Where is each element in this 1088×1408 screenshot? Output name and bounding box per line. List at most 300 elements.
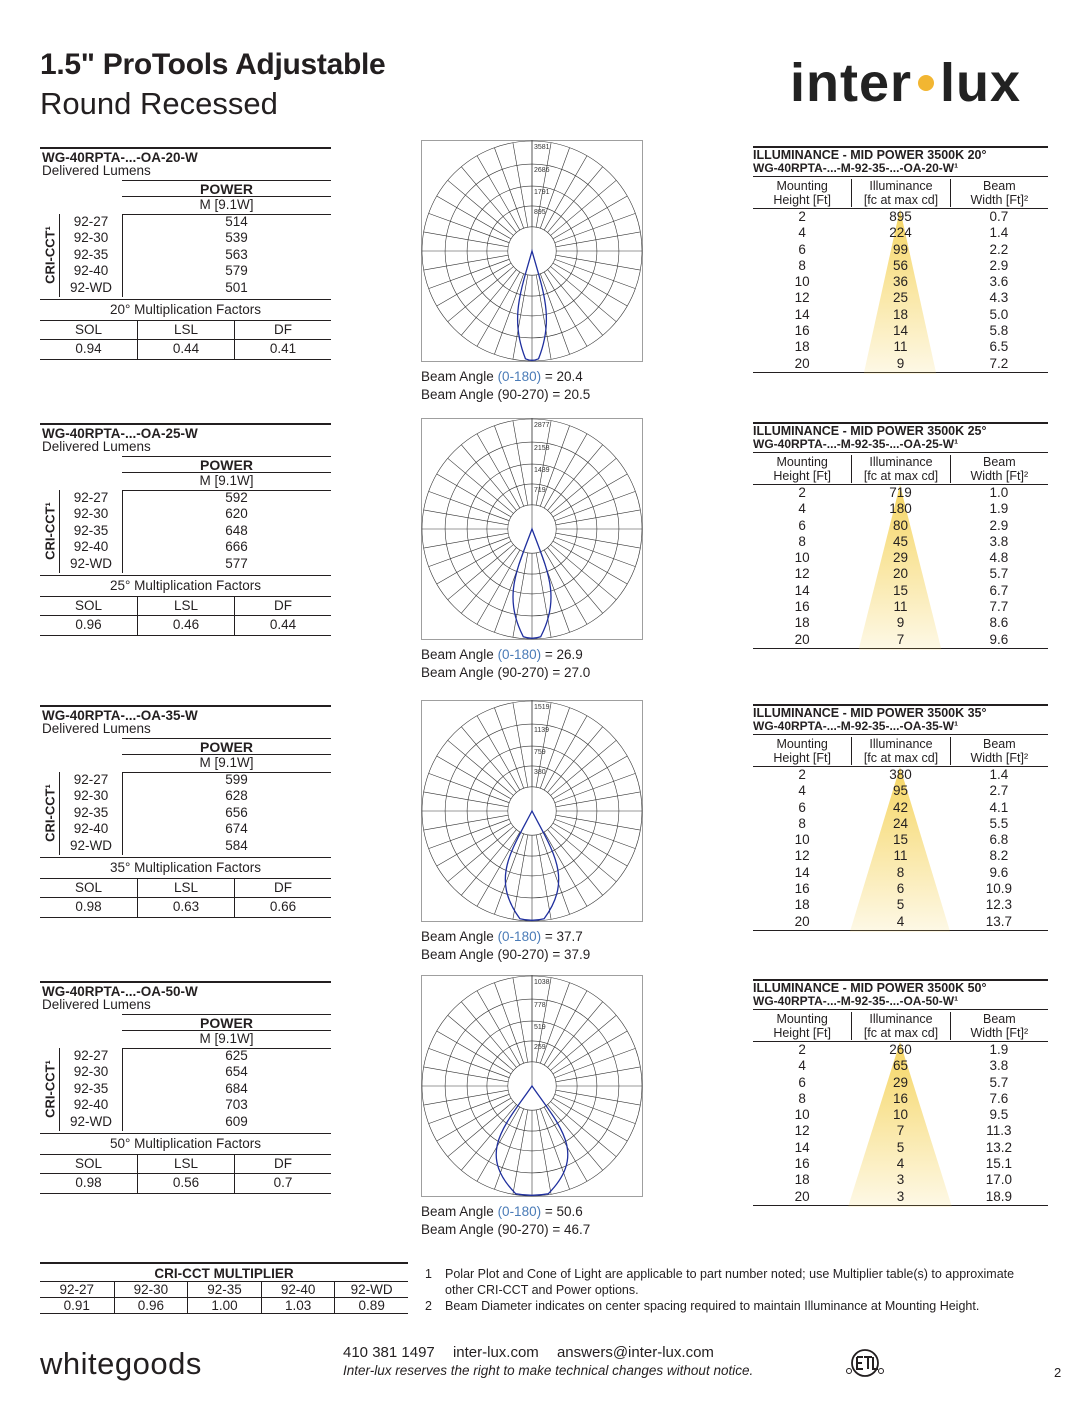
illuminance-row <box>753 258 1048 274</box>
mf-value: 0.63 <box>137 898 234 917</box>
polar-spoke <box>556 510 640 525</box>
beam-width: 3.8 <box>989 1058 1009 1074</box>
cri-cct-value: 92-27 <box>73 1048 109 1063</box>
power-header <box>40 454 331 488</box>
mounting-height: 10 <box>794 1107 810 1123</box>
polar-spoke <box>540 834 569 915</box>
mf-header: LSL <box>137 879 234 898</box>
cri-cct-value: 92-30 <box>73 788 109 804</box>
polar-spoke <box>513 703 528 787</box>
page-title: 1.5" ProTools Adjustable <box>40 48 386 81</box>
footnote-number: 2 <box>425 1299 432 1313</box>
mounting-height: 12 <box>794 848 810 864</box>
polar-spoke <box>494 983 523 1064</box>
illuminance-part-code: WG-40RPTA-...-M-92-35-...-OA-20-W¹ <box>753 161 959 175</box>
mounting-height: 2 <box>798 209 806 224</box>
illuminance-part-code: WG-40RPTA-...-M-92-35-...-OA-35-W¹ <box>753 719 959 733</box>
beam-angle-range: (0-180) <box>497 369 542 384</box>
mounting-height: 16 <box>794 599 810 615</box>
beam-angle-value: = 26.9 <box>541 647 583 662</box>
beam-width: 7.7 <box>989 599 1009 615</box>
illuminance-row <box>753 1091 1048 1107</box>
mf-value: 0.56 <box>137 1174 234 1193</box>
multiplier-header: 92-27 <box>40 1282 114 1298</box>
beam-width: 5.7 <box>989 566 1009 582</box>
polar-plot <box>421 975 643 1239</box>
polar-spoke <box>555 773 636 802</box>
illuminance-column-header: Illuminance [fc at max cd] <box>851 1012 949 1040</box>
illuminance-row <box>753 1107 1048 1123</box>
polar-spoke <box>424 815 508 830</box>
cri-cct-value: 92-WD <box>69 1113 112 1129</box>
cri-cct-value: 92-35 <box>73 522 109 538</box>
page-number: 2 <box>1054 1365 1062 1380</box>
polar-spoke <box>424 1090 508 1105</box>
illuminance-row <box>753 897 1048 913</box>
beam-width: 5.7 <box>989 1074 1009 1090</box>
delivered-lumens-table <box>40 423 331 636</box>
illuminance-value: 719 <box>889 485 912 500</box>
multiplication-factors-title: 20° Multiplication Factors <box>40 299 331 320</box>
polar-spoke <box>513 835 528 919</box>
lumen-value: 514 <box>225 214 248 229</box>
illuminance-row <box>753 848 1048 864</box>
illuminance-value: 24 <box>892 815 908 831</box>
beam-angle-0-180 <box>421 1203 643 1221</box>
illuminance-value: 7 <box>896 1123 905 1139</box>
polar-spoke <box>429 213 510 242</box>
polar-spoke <box>429 819 510 848</box>
multiplier-value: 0.91 <box>40 1298 114 1314</box>
beam-angle-value: = 20.4 <box>541 369 583 384</box>
illuminance-value: 4 <box>896 913 905 929</box>
mounting-height: 8 <box>798 257 806 273</box>
illuminance-part-code: WG-40RPTA-...-M-92-35-...-OA-50-W¹ <box>753 994 959 1008</box>
illuminance-row <box>753 800 1048 816</box>
illuminance-value: 8 <box>896 864 905 880</box>
beam-width: 13.2 <box>985 1139 1012 1155</box>
illuminance-value: 895 <box>889 209 912 224</box>
polar-ring-label: 519 <box>534 1024 546 1032</box>
lumen-value: 628 <box>225 788 248 804</box>
illuminance-header-row <box>753 176 1048 209</box>
beam-angle-90-270: Beam Angle (90-270) = 37.9 <box>421 947 591 962</box>
illuminance-row <box>753 816 1048 832</box>
mounting-height: 10 <box>794 274 810 290</box>
beam-width: 0.7 <box>989 209 1009 224</box>
polar-ring-label: 2686 <box>534 167 550 175</box>
polar-ring-label: 719 <box>534 486 546 494</box>
lumen-value: 501 <box>225 279 248 295</box>
beam-width: 1.4 <box>989 767 1009 782</box>
lumen-row <box>60 556 331 572</box>
illuminance-header-row <box>753 734 1048 767</box>
page-subtitle: Round Recessed <box>40 86 278 121</box>
lumen-value: 620 <box>225 506 248 522</box>
disclaimer: Inter-lux reserves the right to make technical changes without notice. <box>343 1363 754 1378</box>
contact-info <box>343 1344 753 1378</box>
multiplication-factors-title: 25° Multiplication Factors <box>40 575 331 596</box>
polar-spoke <box>555 819 636 848</box>
polar-ring-label: 1038 <box>534 979 550 986</box>
beam-width: 9.6 <box>989 864 1009 880</box>
illuminance-value: 4 <box>896 1156 905 1172</box>
mf-header: LSL <box>137 321 234 340</box>
beam-width: 8.6 <box>989 615 1009 631</box>
beam-width: 7.6 <box>989 1090 1009 1106</box>
cri-cct-side-label <box>40 490 60 573</box>
logo-text-left: inter <box>790 53 913 113</box>
illuminance-header-row <box>753 452 1048 485</box>
cri-cct-value: 92-40 <box>73 1097 109 1113</box>
footnote-text: Polar Plot and Cone of Light are applicable to part number noted; use Multiplier table(s) to approximate other CRI-CCT and Power options. <box>445 1267 1015 1297</box>
cri-cct-label: CRI-CCT¹ <box>42 502 58 560</box>
footnote-text: Beam Diameter indicates on center spacing required to maintain Illuminance at Mounting Height. <box>445 1299 980 1313</box>
polar-ring-label: 778 <box>534 1002 546 1010</box>
illuminance-body <box>753 767 1048 931</box>
polar-spoke <box>556 255 640 270</box>
footnote-2 <box>425 1298 1045 1314</box>
mounting-height: 20 <box>794 913 810 929</box>
power-label: POWER <box>122 1014 331 1031</box>
illuminance-column-header: Illuminance [fc at max cd] <box>851 455 949 483</box>
illuminance-value: 9 <box>896 355 905 371</box>
lumen-value: 579 <box>225 263 248 279</box>
mounting-height: 6 <box>798 1074 806 1090</box>
illuminance-column-header: Mounting Height [Ft] <box>773 737 831 765</box>
mounting-height: 16 <box>794 881 810 897</box>
lumen-row <box>60 1081 331 1097</box>
beam-width: 4.8 <box>989 550 1009 566</box>
illuminance-part-code: WG-40RPTA-...-M-92-35-...-OA-25-W¹ <box>753 437 959 451</box>
illuminance-value: 380 <box>889 767 912 782</box>
illuminance-body <box>753 485 1048 649</box>
illuminance-row <box>753 485 1048 501</box>
mf-value: 0.98 <box>75 1175 102 1190</box>
polar-spoke <box>555 1048 636 1077</box>
illuminance-value: 11 <box>893 599 908 615</box>
etl-listed-icon <box>845 1347 885 1379</box>
illuminance-row <box>753 501 1048 517</box>
inter-lux-logo <box>790 52 1050 118</box>
email-link[interactable]: answers@inter-lux.com <box>556 1344 714 1361</box>
lumen-row <box>60 490 331 506</box>
lumen-row <box>60 1114 331 1130</box>
delivered-lumens-label: Delivered Lumens <box>42 439 151 454</box>
polar-spoke <box>540 983 569 1064</box>
illuminance-value: 20 <box>892 566 908 582</box>
power-option: M [9.1W] <box>122 472 331 491</box>
illuminance-value: 45 <box>892 533 908 549</box>
beam-width: 2.9 <box>989 257 1009 273</box>
polar-ring-label: 2158 <box>534 445 550 453</box>
illuminance-value: 15 <box>892 832 908 848</box>
polar-spoke <box>556 815 640 830</box>
lumen-row <box>60 821 331 837</box>
cri-cct-value: 92-27 <box>73 772 109 787</box>
beam-width: 18.9 <box>985 1188 1012 1204</box>
beam-angle-info <box>421 368 643 404</box>
cri-cct-value: 92-30 <box>73 230 109 246</box>
multiplier-header: 92-30 <box>114 1282 188 1298</box>
polar-spoke <box>540 1109 569 1190</box>
cri-cct-side-label <box>40 1048 60 1131</box>
mf-header: SOL <box>40 321 137 340</box>
illuminance-column-header: Beam Width [Ft]² <box>950 1012 1048 1040</box>
power-option: M [9.1W] <box>122 1030 331 1049</box>
mounting-height: 16 <box>794 323 810 339</box>
beam-angle-range: (0-180) <box>497 1204 542 1219</box>
polar-spoke <box>424 792 508 807</box>
beam-angle-prefix: Beam Angle <box>421 647 498 662</box>
delivered-lumens-table <box>40 705 331 918</box>
polar-chart-svg <box>421 418 643 640</box>
phone-number: 410 381 1497 <box>343 1344 435 1361</box>
mf-value: 0.7 <box>234 1174 331 1193</box>
mounting-height: 8 <box>798 533 806 549</box>
cri-cct-value: 92-35 <box>73 246 109 262</box>
mf-header: DF <box>234 321 331 340</box>
beam-width: 2.9 <box>989 517 1009 533</box>
polar-spoke <box>494 426 523 507</box>
illuminance-row <box>753 534 1048 550</box>
beam-width: 11.3 <box>986 1123 1012 1139</box>
footnotes <box>425 1266 1045 1314</box>
mf-value: 0.44 <box>234 616 331 635</box>
mounting-height: 6 <box>798 241 806 257</box>
lumen-row <box>60 214 331 230</box>
mounting-height: 12 <box>794 566 810 582</box>
illuminance-column-header: Illuminance [fc at max cd] <box>851 737 949 765</box>
cri-cct-label: CRI-CCT¹ <box>42 1060 58 1118</box>
polar-spoke <box>556 1090 640 1105</box>
illuminance-row <box>753 1075 1048 1091</box>
mounting-height: 18 <box>794 615 810 631</box>
mf-value: 0.66 <box>234 898 331 917</box>
lumen-rows <box>40 1048 331 1131</box>
illuminance-table <box>753 422 1048 649</box>
mf-header: DF <box>234 879 331 898</box>
mounting-height: 14 <box>794 306 810 322</box>
illuminance-row <box>753 290 1048 306</box>
cri-cct-value: 92-40 <box>73 539 109 555</box>
multiplier-value: 1.00 <box>187 1298 261 1314</box>
delivered-lumens-table <box>40 147 331 360</box>
mounting-height: 6 <box>798 517 806 533</box>
polar-ring-label: 1519 <box>534 704 550 711</box>
mf-header: LSL <box>137 1155 234 1174</box>
polar-spoke <box>424 510 508 525</box>
polar-ring-label: 759 <box>534 749 546 757</box>
beam-angle-90-270: Beam Angle (90-270) = 27.0 <box>421 665 591 680</box>
lumen-rows <box>40 490 331 573</box>
illuminance-row <box>753 1189 1048 1205</box>
illuminance-row <box>753 566 1048 582</box>
polar-spoke <box>494 274 523 355</box>
illuminance-row <box>753 632 1048 648</box>
logo-dot-icon <box>918 75 934 91</box>
multiplier-value: 0.96 <box>114 1298 188 1314</box>
mounting-height: 14 <box>794 582 810 598</box>
illuminance-row <box>753 209 1048 225</box>
beam-width: 5.0 <box>989 306 1009 322</box>
polar-spoke <box>513 421 528 505</box>
power-option: M [9.1W] <box>122 754 331 773</box>
polar-ring-label: 380 <box>534 768 546 776</box>
beam-angle-prefix: Beam Angle <box>421 1204 498 1219</box>
illuminance-value: 180 <box>889 501 912 517</box>
cri-cct-side-label <box>40 772 60 855</box>
mounting-height: 10 <box>794 550 810 566</box>
lumen-row <box>60 1097 331 1113</box>
illuminance-title: ILLUMINANCE - MID POWER 3500K 20° <box>753 146 1048 161</box>
beam-width: 6.8 <box>989 832 1009 848</box>
illuminance-value: 3 <box>896 1188 905 1204</box>
cri-cct-value: 92-35 <box>73 804 109 820</box>
mf-header: DF <box>234 597 331 616</box>
polar-spoke <box>424 255 508 270</box>
mf-header: SOL <box>40 597 137 616</box>
lumen-row <box>60 539 331 555</box>
illuminance-column-header: Mounting Height [Ft] <box>773 179 831 207</box>
polar-spoke <box>555 213 636 242</box>
illuminance-column-header: Beam Width [Ft]² <box>950 737 1048 765</box>
beam-width: 6.7 <box>989 582 1009 598</box>
logo-text-right: lux <box>940 53 1022 113</box>
illuminance-value: 15 <box>892 582 908 598</box>
polar-spoke <box>536 835 551 919</box>
beam-width: 10.9 <box>985 881 1012 897</box>
mounting-height: 18 <box>794 1172 810 1188</box>
beam-angle-range: (0-180) <box>497 929 542 944</box>
illuminance-row <box>753 865 1048 881</box>
beam-angle-0-180 <box>421 646 643 664</box>
lumen-value: 648 <box>225 522 248 538</box>
beam-width: 6.5 <box>989 339 1009 355</box>
cri-cct-label: CRI-CCT¹ <box>42 784 58 842</box>
polar-chart-svg <box>421 975 643 1197</box>
cri-cct-value: 92-35 <box>73 1080 109 1096</box>
illuminance-value: 29 <box>892 550 908 566</box>
part-code: WG-40RPTA-...-OA-50-W <box>40 981 331 998</box>
polar-ring-label: 1791 <box>534 189 550 197</box>
mf-value: 0.94 <box>75 341 102 356</box>
lumen-value: 654 <box>225 1064 248 1080</box>
lumen-value: 609 <box>225 1113 248 1129</box>
mf-value: 0.96 <box>75 617 102 632</box>
lumen-value: 563 <box>225 246 248 262</box>
footnote-number: 1 <box>425 1267 432 1281</box>
power-label: POWER <box>122 456 331 473</box>
polar-spoke <box>556 1067 640 1082</box>
illuminance-value: 14 <box>892 323 908 339</box>
polar-spoke <box>429 1048 510 1077</box>
illuminance-value: 6 <box>896 881 905 897</box>
multiplication-factors-title: 35° Multiplication Factors <box>40 857 331 878</box>
part-code: WG-40RPTA-...-OA-35-W <box>40 705 331 722</box>
part-code: WG-40RPTA-...-OA-25-W <box>40 423 331 440</box>
illuminance-row <box>753 307 1048 323</box>
mounting-height: 16 <box>794 1156 810 1172</box>
multiplier-header: 92-WD <box>334 1282 408 1298</box>
polar-spoke <box>536 553 551 637</box>
beam-width: 3.6 <box>989 274 1009 290</box>
polar-spoke <box>429 259 510 288</box>
illuminance-table <box>753 704 1048 931</box>
beam-width: 3.8 <box>989 533 1009 549</box>
beam-width: 8.2 <box>989 848 1009 864</box>
mounting-height: 8 <box>798 815 806 831</box>
lumen-row <box>60 523 331 539</box>
lumen-value: 684 <box>225 1080 248 1096</box>
power-header <box>40 178 331 212</box>
lumen-row <box>60 263 331 279</box>
multiplier-title: CRI-CCT MULTIPLIER <box>40 1262 408 1282</box>
illuminance-body <box>753 1042 1048 1206</box>
polar-spoke <box>556 232 640 247</box>
mounting-height: 8 <box>798 1090 806 1106</box>
beam-width: 13.7 <box>985 913 1012 929</box>
mounting-height: 10 <box>794 832 810 848</box>
multiplier-value: 1.03 <box>261 1298 335 1314</box>
website-link[interactable]: inter-lux.com <box>452 1344 539 1361</box>
lumen-value: 674 <box>225 821 248 837</box>
polar-spoke <box>513 1110 528 1194</box>
delivered-lumens-label: Delivered Lumens <box>42 997 151 1012</box>
illuminance-value: 99 <box>892 241 908 257</box>
illuminance-row <box>753 767 1048 783</box>
illuminance-value: 56 <box>892 257 908 273</box>
delivered-lumens-table <box>40 981 331 1194</box>
mounting-height: 14 <box>794 1139 810 1155</box>
beam-width: 2.7 <box>989 783 1009 799</box>
part-code: WG-40RPTA-...-OA-20-W <box>40 147 331 164</box>
lumen-row <box>60 772 331 788</box>
beam-angle-prefix: Beam Angle <box>421 929 498 944</box>
multiplication-factors-table <box>40 320 331 360</box>
illuminance-value: 3 <box>896 1172 905 1188</box>
illuminance-table <box>753 979 1048 1206</box>
lumen-row <box>60 506 331 522</box>
beam-width: 1.9 <box>989 1042 1009 1057</box>
cri-cct-value: 92-40 <box>73 821 109 837</box>
polar-spoke <box>540 148 569 229</box>
beam-angle-90-270: Beam Angle (90-270) = 20.5 <box>421 387 591 402</box>
polar-spoke <box>555 491 636 520</box>
polar-spoke <box>424 533 508 548</box>
multiplication-factors-table <box>40 596 331 636</box>
illuminance-value: 65 <box>892 1058 908 1074</box>
illuminance-value: 5 <box>896 1139 905 1155</box>
beam-angle-info <box>421 928 643 964</box>
multiplication-factors-table <box>40 1154 331 1194</box>
mounting-height: 6 <box>798 799 806 815</box>
mounting-height: 12 <box>794 1123 810 1139</box>
polar-spoke <box>429 491 510 520</box>
lumen-value: 584 <box>225 837 248 853</box>
beam-width: 7.2 <box>989 355 1009 371</box>
illuminance-row <box>753 1172 1048 1188</box>
polar-ring-label: 2877 <box>534 422 550 429</box>
multiplier-value: 0.89 <box>334 1298 408 1314</box>
mf-value: 0.46 <box>137 616 234 635</box>
beam-width: 1.9 <box>989 501 1009 517</box>
illuminance-row <box>753 274 1048 290</box>
illuminance-value: 80 <box>892 517 908 533</box>
polar-ring-label: 1139 <box>534 727 550 735</box>
cri-cct-side-label <box>40 214 60 297</box>
mounting-height: 20 <box>794 355 810 371</box>
